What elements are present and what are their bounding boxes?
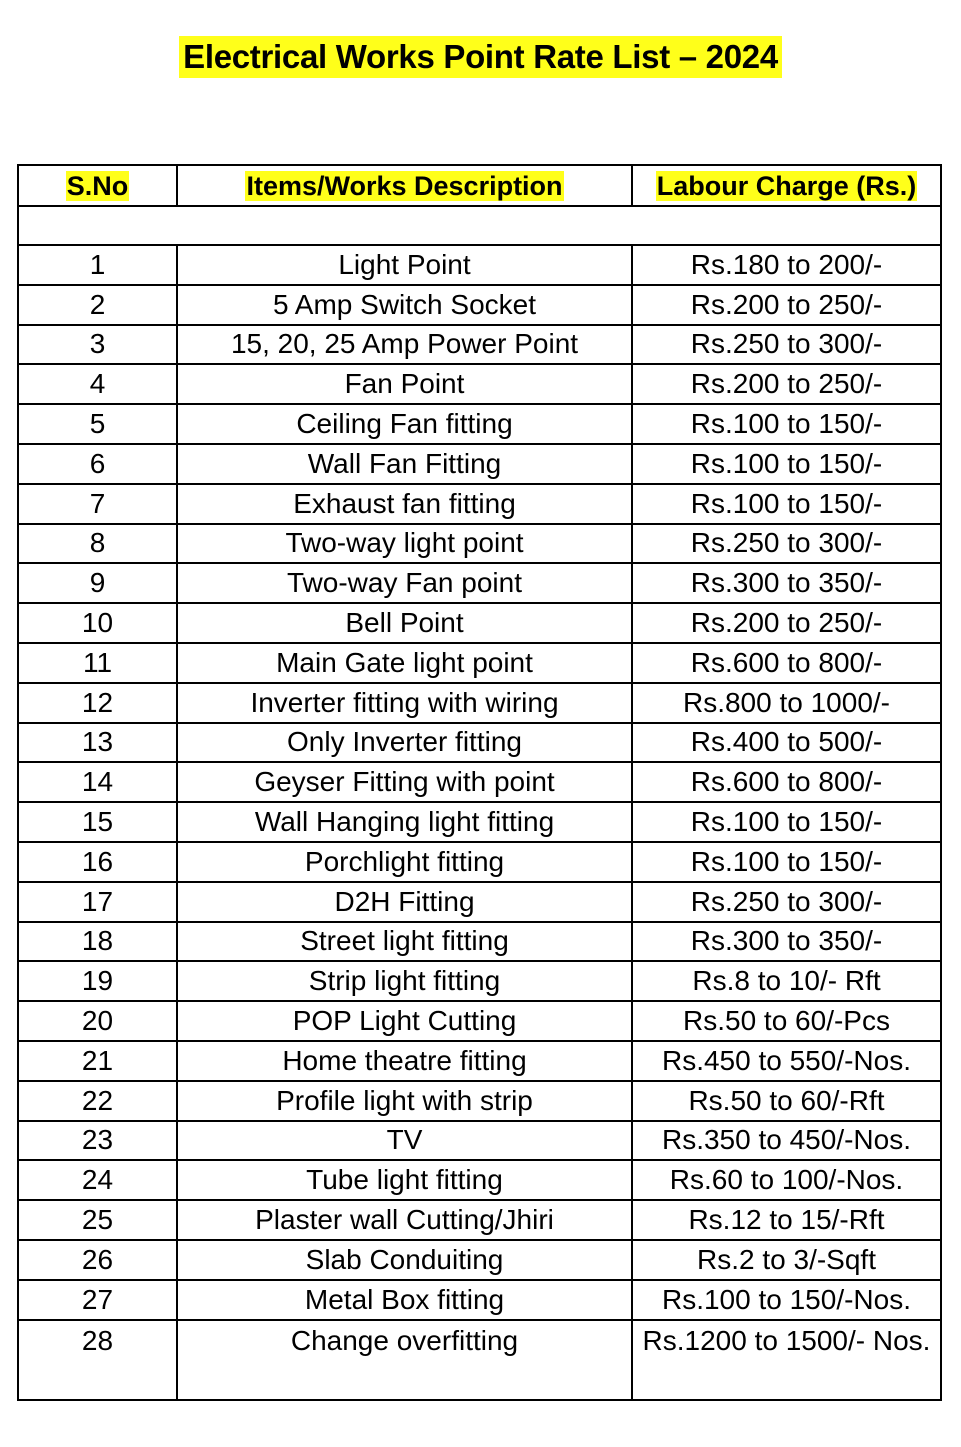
table-row [18, 643, 941, 683]
row-sno: 13 [18, 723, 177, 763]
row-sno: 5 [18, 404, 177, 444]
row-charge: Rs.200 to 250/- [632, 603, 941, 643]
table-row [18, 1001, 941, 1041]
row-description: Wall Hanging light fitting [177, 802, 632, 842]
row-description: TV [177, 1121, 632, 1161]
table-row [18, 1121, 941, 1161]
row-sno: 3 [18, 325, 177, 365]
row-charge: Rs.100 to 150/-Nos. [632, 1280, 941, 1320]
row-charge: Rs.250 to 300/- [632, 524, 941, 564]
row-sno: 16 [18, 842, 177, 882]
header-sno-label: S.No [66, 170, 129, 201]
table-row [18, 961, 941, 1001]
table-row [18, 364, 941, 404]
row-description: Fan Point [177, 364, 632, 404]
page-title: Electrical Works Point Rate List – 2024 [179, 36, 782, 78]
row-charge: Rs.600 to 800/- [632, 643, 941, 683]
table-row [18, 802, 941, 842]
row-description: Tube light fitting [177, 1160, 632, 1200]
header-charge [632, 165, 941, 206]
row-description: Strip light fitting [177, 961, 632, 1001]
table-row [18, 1041, 941, 1081]
row-description: D2H Fitting [177, 882, 632, 922]
row-sno: 2 [18, 285, 177, 325]
row-description: POP Light Cutting [177, 1001, 632, 1041]
row-description: Exhaust fan fitting [177, 484, 632, 524]
row-sno: 9 [18, 563, 177, 603]
row-charge: Rs.2 to 3/-Sqft [632, 1240, 941, 1280]
row-sno: 22 [18, 1081, 177, 1121]
row-charge: Rs.1200 to 1500/- Nos. [632, 1320, 941, 1400]
row-sno: 21 [18, 1041, 177, 1081]
row-description: Only Inverter fitting [177, 723, 632, 763]
row-description: Main Gate light point [177, 643, 632, 683]
row-description: Porchlight fitting [177, 842, 632, 882]
row-description: Light Point [177, 245, 632, 285]
table-row [18, 842, 941, 882]
row-sno: 17 [18, 882, 177, 922]
table-row [18, 285, 941, 325]
table-row [18, 603, 941, 643]
row-sno: 25 [18, 1200, 177, 1240]
row-sno: 12 [18, 683, 177, 723]
table-row [18, 484, 941, 524]
header-row [18, 165, 941, 206]
row-sno: 11 [18, 643, 177, 683]
row-charge: Rs.100 to 150/- [632, 842, 941, 882]
row-charge: Rs.250 to 300/- [632, 882, 941, 922]
table-row [18, 683, 941, 723]
row-charge: Rs.100 to 150/- [632, 484, 941, 524]
row-charge: Rs.200 to 250/- [632, 364, 941, 404]
row-sno: 18 [18, 922, 177, 962]
table-row [18, 723, 941, 763]
row-charge: Rs.600 to 800/- [632, 762, 941, 802]
row-charge: Rs.200 to 250/- [632, 285, 941, 325]
table-row [18, 1160, 941, 1200]
row-charge: Rs.400 to 500/- [632, 723, 941, 763]
row-description: Change overfitting [177, 1320, 632, 1400]
row-sno: 14 [18, 762, 177, 802]
row-description: Bell Point [177, 603, 632, 643]
row-charge: Rs.12 to 15/-Rft [632, 1200, 941, 1240]
row-description: Home theatre fitting [177, 1041, 632, 1081]
row-description: Geyser Fitting with point [177, 762, 632, 802]
spacer-cell [18, 206, 941, 245]
table-row [18, 882, 941, 922]
table-row [18, 444, 941, 484]
row-charge: Rs.250 to 300/- [632, 325, 941, 365]
row-sno: 4 [18, 364, 177, 404]
row-sno: 8 [18, 524, 177, 564]
row-sno: 10 [18, 603, 177, 643]
row-charge: Rs.300 to 350/- [632, 563, 941, 603]
table-row [18, 245, 941, 285]
row-charge: Rs.8 to 10/- Rft [632, 961, 941, 1001]
row-charge: Rs.50 to 60/-Pcs [632, 1001, 941, 1041]
row-charge: Rs.450 to 550/-Nos. [632, 1041, 941, 1081]
row-charge: Rs.100 to 150/- [632, 404, 941, 444]
table-row [18, 1081, 941, 1121]
row-sno: 6 [18, 444, 177, 484]
table-row [18, 762, 941, 802]
table-row [18, 1240, 941, 1280]
header-charge-label: Labour Charge (Rs.) [656, 170, 917, 201]
row-charge: Rs.350 to 450/-Nos. [632, 1121, 941, 1161]
row-description: 5 Amp Switch Socket [177, 285, 632, 325]
row-sno: 20 [18, 1001, 177, 1041]
table-row [18, 524, 941, 564]
row-charge: Rs.800 to 1000/- [632, 683, 941, 723]
row-sno: 26 [18, 1240, 177, 1280]
rate-table [17, 164, 942, 1401]
row-sno: 24 [18, 1160, 177, 1200]
table-row [18, 563, 941, 603]
row-sno: 28 [18, 1320, 177, 1400]
header-description-label: Items/Works Description [246, 170, 563, 201]
table-row [18, 325, 941, 365]
table-row [18, 1200, 941, 1240]
row-description: 15, 20, 25 Amp Power Point [177, 325, 632, 365]
row-charge: Rs.100 to 150/- [632, 444, 941, 484]
row-charge: Rs.100 to 150/- [632, 802, 941, 842]
row-description: Inverter fitting with wiring [177, 683, 632, 723]
row-sno: 1 [18, 245, 177, 285]
row-sno: 27 [18, 1280, 177, 1320]
row-charge: Rs.300 to 350/- [632, 922, 941, 962]
row-description: Ceiling Fan fitting [177, 404, 632, 444]
table-row [18, 922, 941, 962]
spacer-row [18, 206, 941, 245]
row-sno: 19 [18, 961, 177, 1001]
row-description: Two-way light point [177, 524, 632, 564]
row-description: Slab Conduiting [177, 1240, 632, 1280]
row-charge: Rs.50 to 60/-Rft [632, 1081, 941, 1121]
row-description: Profile light with strip [177, 1081, 632, 1121]
table-row [18, 1280, 941, 1320]
row-description: Plaster wall Cutting/Jhiri [177, 1200, 632, 1240]
header-sno [18, 165, 177, 206]
header-description [177, 165, 632, 206]
title-container [0, 36, 961, 78]
row-charge: Rs.60 to 100/-Nos. [632, 1160, 941, 1200]
row-sno: 15 [18, 802, 177, 842]
row-description: Two-way Fan point [177, 563, 632, 603]
row-sno: 7 [18, 484, 177, 524]
row-charge: Rs.180 to 200/- [632, 245, 941, 285]
row-description: Street light fitting [177, 922, 632, 962]
row-sno: 23 [18, 1121, 177, 1161]
table-row [18, 1320, 941, 1400]
row-description: Wall Fan Fitting [177, 444, 632, 484]
table-row [18, 404, 941, 444]
row-description: Metal Box fitting [177, 1280, 632, 1320]
